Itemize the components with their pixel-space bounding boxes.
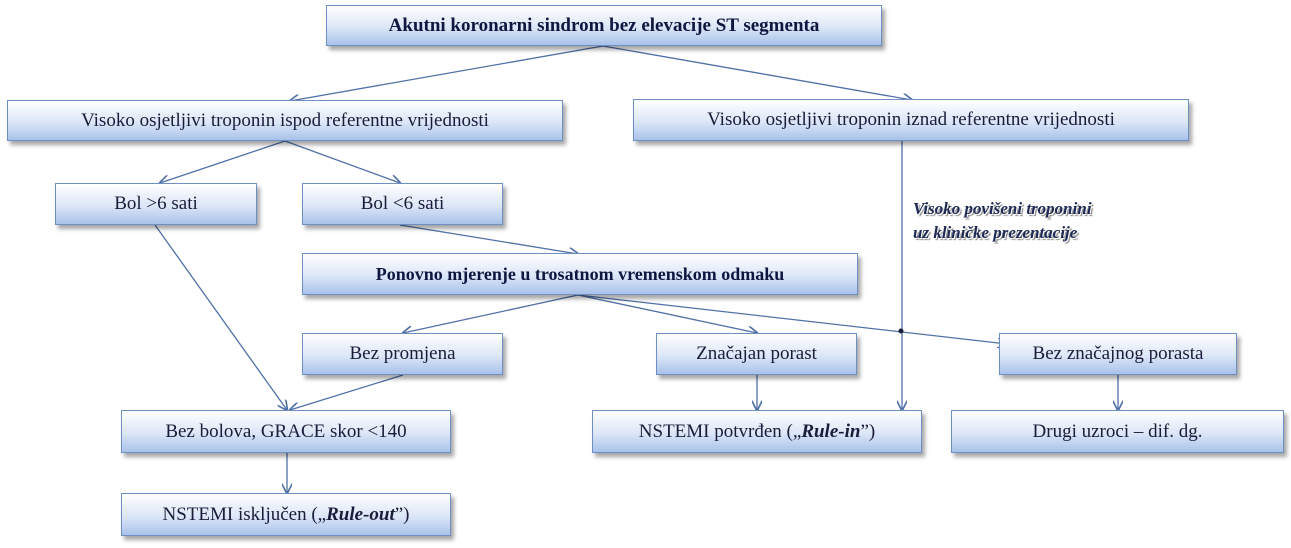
node-other-causes: Drugi uzroci – dif. dg. — [951, 410, 1284, 453]
arrow-trop-low-to-pain-gt6 — [160, 141, 285, 183]
arrow-root-to-trop-low — [290, 46, 603, 101]
rule-out-suffix: ”) — [394, 503, 410, 525]
arrow-trop-low-to-pain-lt6 — [285, 141, 400, 183]
node-root: Akutni koronarni sindrom bez elevacije ST segmenta — [326, 5, 882, 46]
annotation-line-2: uz kliničke prezentacije — [913, 223, 1078, 242]
arrow-remeasure-to-no-change — [403, 295, 578, 333]
arrow-remeasure-to-sig-rise — [578, 295, 757, 333]
annotation-line-1: Visoko povišeni troponini — [913, 199, 1092, 218]
arrow-no-change-to-grace — [290, 375, 403, 410]
rule-in-emphasis: Rule-in — [801, 420, 861, 442]
junction-dot — [899, 329, 904, 334]
rule-in-suffix: ”) — [860, 420, 876, 442]
arrow-pain-lt6-to-remeasure — [400, 225, 578, 254]
rule-out-prefix: NSTEMI isključen („ — [162, 503, 327, 525]
annotation-high-troponin — [913, 197, 1092, 245]
node-remeasure: Ponovno mjerenje u trosatnom vremenskom odmaku — [302, 253, 858, 295]
node-no-significant-rise: Bez značajnog porasta — [999, 333, 1237, 375]
node-nstemi-rule-out — [121, 493, 451, 536]
node-troponin-low: Visoko osjetljivi troponin ispod referentne vrijednosti — [7, 100, 563, 141]
node-pain-under-6h: Bol <6 sati — [302, 183, 503, 225]
node-significant-rise: Značajan porast — [656, 333, 857, 375]
node-no-change: Bez promjena — [302, 333, 503, 375]
node-nstemi-rule-in — [592, 410, 922, 453]
node-troponin-high: Visoko osjetljivi troponin iznad referentne vrijednosti — [633, 99, 1189, 141]
arrow-pain-gt6-to-grace — [155, 225, 287, 410]
rule-in-prefix: NSTEMI potvrđen („ — [638, 420, 802, 442]
rule-out-emphasis: Rule-out — [326, 503, 395, 525]
node-no-pain-grace: Bez bolova, GRACE skor <140 — [121, 410, 451, 453]
arrow-root-to-trop-high — [603, 46, 912, 100]
node-pain-over-6h: Bol >6 sati — [55, 183, 257, 225]
